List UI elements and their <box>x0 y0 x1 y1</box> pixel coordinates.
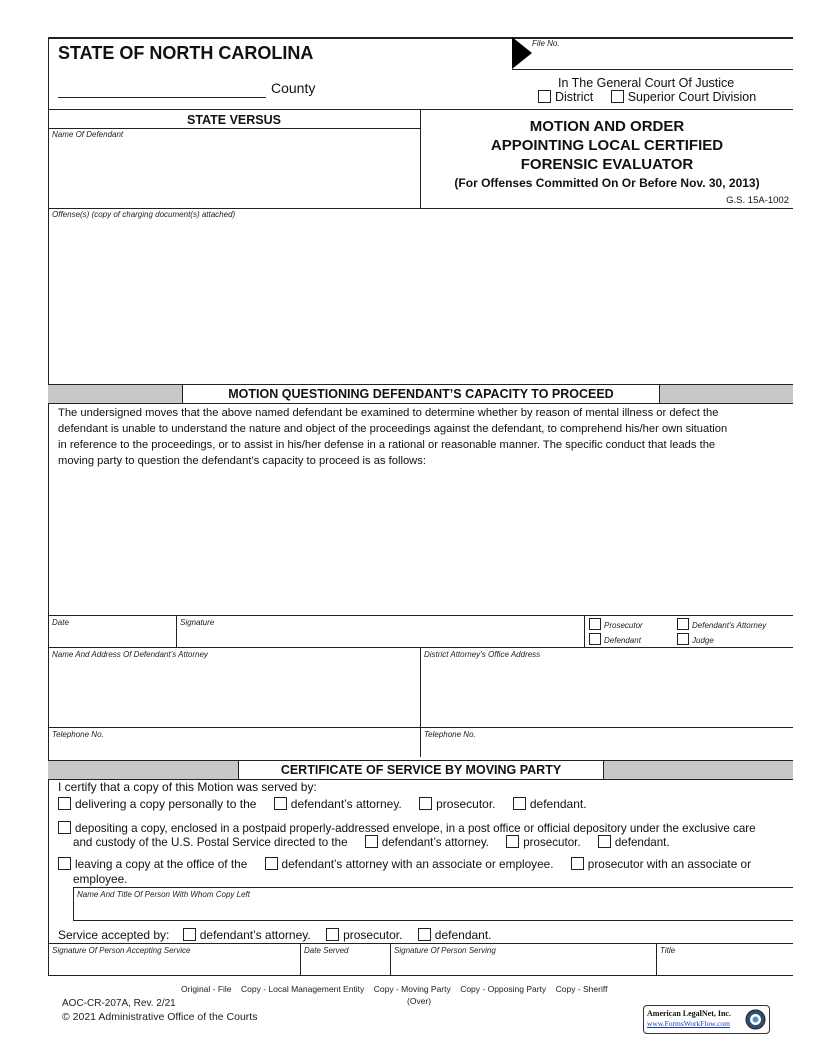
final-row-top <box>48 943 793 944</box>
leave-pros-checkbox[interactable] <box>571 857 584 870</box>
da-address-field[interactable] <box>422 660 790 724</box>
name-of-defendant-label: Name Of Defendant <box>52 130 124 139</box>
logo-company: American LegalNet, Inc. <box>647 1009 731 1018</box>
address-divider <box>420 647 421 757</box>
tel-row-top <box>48 727 793 728</box>
accepted-atty-checkbox[interactable] <box>183 928 196 941</box>
prosecutor-checkbox[interactable] <box>589 618 601 630</box>
left-border <box>48 37 49 975</box>
role-defendant: Defendant <box>589 633 641 645</box>
signature-field[interactable] <box>178 628 582 646</box>
atty-telephone-label: Telephone No. <box>52 730 104 739</box>
deliver-def-checkbox[interactable] <box>513 797 526 810</box>
accepted-pros-checkbox[interactable] <box>326 928 339 941</box>
file-no-label: File No. <box>532 39 560 48</box>
judge-checkbox[interactable] <box>677 633 689 645</box>
court-name: In The General Court Of Justice <box>558 76 735 90</box>
sig-row-top <box>48 615 793 616</box>
atty-address-label: Name And Address Of Defendant’s Attorney <box>52 650 208 659</box>
offenses-label: Offense(s) (copy of charging document(s) attached) <box>52 210 236 219</box>
deliver-checkbox[interactable] <box>58 797 71 810</box>
role-defendants-attorney: Defendant’s Attorney <box>677 618 766 630</box>
person-left-top <box>73 887 793 888</box>
accepted-def-checkbox[interactable] <box>418 928 431 941</box>
accepted-row: Service accepted by: defendant’s attorney. prosecutor. defendant. <box>58 928 492 942</box>
sig-serving-field[interactable] <box>392 956 654 973</box>
date-served-label: Date Served <box>304 946 349 955</box>
sig-serving-label: Signature Of Person Serving <box>394 946 496 955</box>
date-label: Date <box>52 618 69 627</box>
title-field[interactable] <box>658 956 790 973</box>
person-left-field[interactable] <box>75 900 790 918</box>
final-divider-2 <box>390 943 391 975</box>
file-no-line <box>512 69 793 70</box>
final-row-bottom <box>48 975 793 976</box>
da-telephone-label: Telephone No. <box>424 730 476 739</box>
defendant-checkbox[interactable] <box>589 633 601 645</box>
motion-text-1: The undersigned moves that the above named defendant be examined to determine whether by reason of mental illness or defect the <box>58 407 719 419</box>
motion-text-2: defendant is unable to understand the nature and object of the proceedings against the defendant, to comprehend his/her own situation <box>58 423 728 435</box>
deliver-pros-checkbox[interactable] <box>419 797 432 810</box>
logo-url: www.FormsWorkFlow.com <box>647 1019 731 1028</box>
deposit-pros-checkbox[interactable] <box>506 835 519 848</box>
date-field[interactable] <box>50 628 174 646</box>
leave-row-2: employee. <box>73 872 128 886</box>
over: (Over) <box>407 996 432 1006</box>
sig-divider-2 <box>584 615 585 647</box>
district-checkbox[interactable] <box>538 90 551 103</box>
motion-heading: MOTION QUESTIONING DEFENDANT’S CAPACITY TO PROCEED <box>182 384 660 404</box>
final-divider-1 <box>300 943 301 975</box>
deposit-def-checkbox[interactable] <box>598 835 611 848</box>
date-served-field[interactable] <box>302 956 388 973</box>
form-title-line1: MOTION AND ORDER <box>529 118 685 135</box>
atty-telephone-field[interactable] <box>50 740 418 756</box>
state-versus-line <box>48 128 420 129</box>
state-versus: STATE VERSUS <box>187 113 281 127</box>
county-label: County <box>271 80 316 96</box>
name-of-defendant-field[interactable] <box>50 140 418 206</box>
form-number: AOC-CR-207A, Rev. 2/21 <box>62 998 176 1009</box>
deposit-atty-checkbox[interactable] <box>365 835 378 848</box>
signature-label: Signature <box>180 618 215 627</box>
distribution: Original - File Copy - Local Management Entity Copy - Moving Party Copy - Opposing Party Copy - Sheriff <box>181 984 608 994</box>
file-no-arrow-icon <box>512 37 532 69</box>
form-title-line2: APPOINTING LOCAL CERTIFIED <box>490 137 724 154</box>
deposit-checkbox[interactable] <box>58 821 71 834</box>
defendants-attorney-checkbox[interactable] <box>677 618 689 630</box>
atty-address-field[interactable] <box>50 660 418 724</box>
motion-text-4: moving party to question the defendant’s capacity to proceed is as follows: <box>58 455 426 467</box>
deposit-row: depositing a copy, enclosed in a postpaid properly-addressed envelope, in a post office or official depository under the exclusive care <box>58 821 756 835</box>
form-title-line4: (For Offenses Committed On Or Before Nov. 30, 2013) <box>454 176 760 190</box>
offenses-field[interactable] <box>50 220 790 382</box>
deliver-atty-checkbox[interactable] <box>274 797 287 810</box>
copyright: © 2021 Administrative Office of the Courts <box>62 1011 258 1023</box>
leave-row: leaving a copy at the office of the defendant’s attorney with an associate or employee. prosecutor with an associate or <box>58 857 751 871</box>
role-judge: Judge <box>677 633 714 645</box>
deposit-row-2: and custody of the U.S. Postal Service directed to the defendant’s attorney. prosecutor. defendant. <box>73 836 670 849</box>
form-title-line3: FORENSIC EVALUATOR <box>520 156 694 173</box>
person-left-label: Name And Title Of Person With Whom Copy Left <box>77 890 250 899</box>
sig-divider-1 <box>176 615 177 647</box>
sig-accepting-label: Signature Of Person Accepting Service <box>52 946 191 955</box>
da-address-label: District Attorney’s Office Address <box>424 650 541 659</box>
person-left-bottom <box>73 920 793 921</box>
sig-accepting-field[interactable] <box>50 956 298 973</box>
leave-atty-checkbox[interactable] <box>265 857 278 870</box>
court-division: District Superior Court Division <box>538 90 756 104</box>
top-border <box>48 37 793 39</box>
certificate-intro: I certify that a copy of this Motion was served by: <box>58 780 317 794</box>
statute: G.S. 15A-1002 <box>726 195 789 206</box>
person-left-left <box>73 887 74 920</box>
certificate-heading: CERTIFICATE OF SERVICE BY MOVING PARTY <box>238 760 604 780</box>
title-label: Title <box>660 946 676 955</box>
role-prosecutor: Prosecutor <box>589 618 643 630</box>
globe-icon <box>745 1009 766 1030</box>
deliver-row: delivering a copy personally to the defendant’s attorney. prosecutor. defendant. <box>58 797 587 811</box>
conduct-field[interactable] <box>50 472 790 612</box>
legalnet-logo[interactable] <box>643 1005 770 1034</box>
motion-text-3: in reference to the proceedings, or to assist in his/her defense in a rational or reasonable manner. The specific conduct that leads the <box>58 439 716 451</box>
da-telephone-field[interactable] <box>422 740 790 756</box>
superior-checkbox[interactable] <box>611 90 624 103</box>
caption-bottom-line <box>48 208 793 209</box>
county-line <box>58 97 266 98</box>
state-title: STATE OF NORTH CAROLINA <box>58 43 314 63</box>
final-divider-3 <box>656 943 657 975</box>
leave-checkbox[interactable] <box>58 857 71 870</box>
